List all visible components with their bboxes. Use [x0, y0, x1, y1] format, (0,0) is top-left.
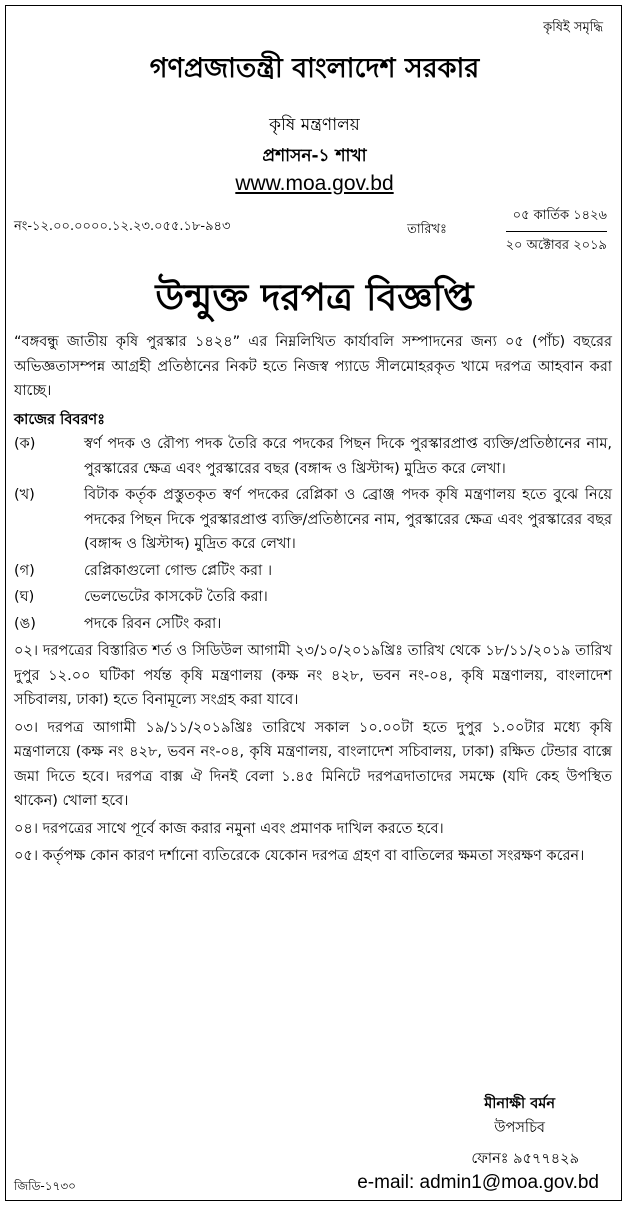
signatory-designation: উপসচিব	[494, 1120, 545, 1136]
website-link[interactable]: www.moa.gov.bd	[235, 172, 394, 195]
signature-block	[484, 1092, 555, 1140]
work-item-text: বিটাক কর্তৃক প্রস্তুতকৃত স্বর্ণ পদকের রেপ্লিকা ও ব্রোঞ্জ পদক কৃষি মন্ত্রণালয় হতে বুঝে নিয়ে পদকের পিছন দিকে পুরস্কারপ্রাপ্ত ব্যক্তি/প্রতিষ্ঠানের নাম, পুরস্কারের ক্ষেত্র এবং পুরস্কারের বছর (বঙ্গাব্দ ও খ্রিস্টাব্দ) মুদ্রিত করে লেখা।	[84, 487, 612, 552]
work-item-label: (ঙ)	[14, 615, 36, 632]
work-item-label: (গ)	[14, 562, 35, 579]
work-item-label: (ক)	[14, 436, 36, 452]
signatory-email[interactable]: e-mail: admin1@moa.gov.bd	[357, 1172, 599, 1193]
dg-number: জিডি-১৭৩০	[14, 1179, 76, 1193]
motto: কৃষিই সমৃদ্ধি	[543, 20, 603, 35]
work-item-text: পদকে রিবন সেটিং করা।	[84, 615, 222, 632]
work-item	[14, 612, 612, 637]
branch-name: প্রশাসন-১ শাখা	[262, 146, 367, 166]
date-english: ২০ অক্টোবর ২০১৯	[505, 238, 607, 253]
work-item-text: স্বর্ণ পদক ও রৌপ্য পদক তৈরি করে পদকের পিছন দিকে পুরস্কারপ্রাপ্ত ব্যক্তি/প্রতিষ্ঠানের নাম, পুরস্কারের ক্ষেত্র এবং পুরস্কারের বছর (বঙ্গাব্দ ও খ্রিস্টাব্দ) মুদ্রিত করে লেখা।	[84, 436, 612, 477]
paragraph-04: ০৪। দরপত্রের সাথে পূর্বে কাজ করার নমুনা এবং প্রমাণক দাখিল করতে হবে।	[14, 820, 444, 837]
notice-heading: উন্মুক্ত দরপত্র বিজ্ঞপ্তি	[155, 276, 474, 319]
date-bangla: ০৫ কার্তিক ১৪২৬	[506, 206, 607, 232]
work-item-label: (ঘ)	[14, 589, 35, 605]
work-item	[14, 483, 612, 557]
paragraph-03: ০৩। দরপত্র আগামী ১৯/১১/২০১৯খ্রিঃ তারিখে সকাল ১০.০০টা হতে দুপুর ১.০০টার মধ্যে কৃষি মন্ত্রণালয়ে (কক্ষ নং ৪২৮, ভবন নং-০৪, কৃষি মন্ত্রণালয়, বাংলাদেশ সচিবালয়, ঢাকা) রক্ষিত টেন্ডার বাক্সে জমা দিতে হবে। দরপত্র বাক্স ঐ দিনই বেলা ১.৪৫ মিনিটে দরপত্রদাতাদের সমক্ষে (যদি কেহ উপস্থিত থাকেন) খোলা হবে।	[14, 719, 612, 809]
notice-body	[14, 330, 612, 869]
date-label: তারিখঃ	[407, 222, 447, 237]
work-item-label: (খ)	[14, 487, 35, 503]
paragraph-02: ০২। দরপত্রের বিস্তারিত শর্ত ও সিডিউল আগামী ২৩/১০/২০১৯খ্রিঃ তারিখ থেকে ১৮/১১/২০১৯ তারিখ দুপুর ১২.০০ ঘটিকা পর্যন্ত কৃষি মন্ত্রণালয় (কক্ষ নং ৪২৮, ভবন নং-০৪, কৃষি মন্ত্রণালয়, বাংলাদেশ সচিবালয়, ঢাকা) হতে বিনামূল্যে সংগ্রহ করা যাবে।	[14, 643, 612, 708]
work-item	[14, 432, 612, 481]
date-block	[407, 206, 607, 257]
memo-number: নং-১২.০০.০০০০.১২.২৩.০৫৫.১৮-৯৪৩	[14, 219, 231, 234]
work-list	[14, 432, 612, 636]
paragraph-05: ০৫। কর্তৃপক্ষ কোন কারণ দর্শানো ব্যতিরেকে যেকোন দরপত্র গ্রহণ বা বাতিলের ক্ষমতা সংরক্ষণ করেন।	[14, 848, 585, 864]
government-title: গণপ্রজাতন্ত্রী বাংলাদেশ সরকার	[149, 53, 480, 84]
signatory-name: মীনাক্ষী বর্মন	[484, 1096, 555, 1112]
work-item	[14, 559, 612, 584]
ministry-name: কৃষি মন্ত্রণালয়	[269, 115, 360, 135]
work-title: কাজের বিবরণঃ	[14, 411, 105, 428]
work-item-text: রেপ্লিকাগুলো গোল্ড প্লেটিং করা ।	[84, 562, 273, 579]
intro-paragraph: “বঙ্গবন্ধু জাতীয় কৃষি পুরস্কার ১৪২৪” এর নিম্নলিখিত কার্যাবলি সম্পাদনের জন্য ০৫ (পাঁচ) বছরের অভিজ্ঞতাসম্পন্ন আগ্রহী প্রতিষ্ঠানের নিকট হতে নিজস্ব প্যাডে সীলমোহরকৃত খামে দরপত্র আহবান করা যাচ্ছে।	[14, 334, 612, 399]
signatory-phone: ফোনঃ ৯৫৭৭৪২৯	[471, 1151, 579, 1167]
work-item	[14, 585, 612, 610]
work-item-text: ভেলভেটের কাসকেট তৈরি করা।	[84, 589, 268, 605]
website-line	[0, 172, 629, 196]
